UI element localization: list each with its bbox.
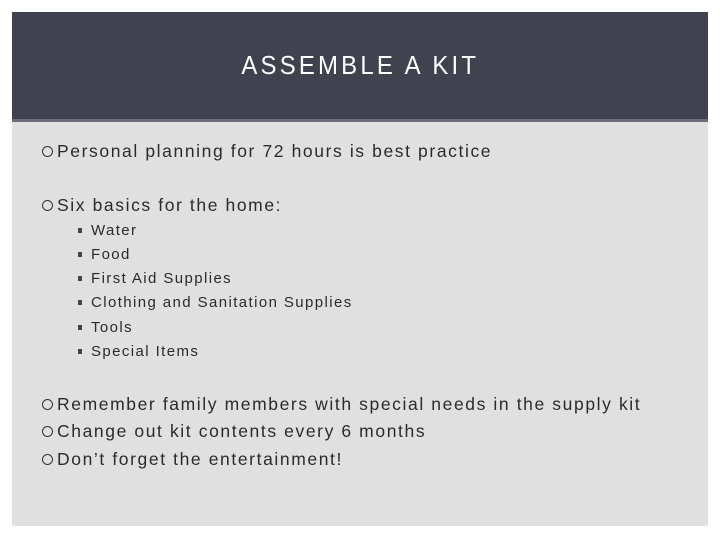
- ring-bullet-icon: [42, 426, 53, 437]
- bullet-item: [42, 394, 641, 415]
- square-bullet-icon: [78, 325, 82, 330]
- bullet-text: Remember family members with special needs in the supply kit: [57, 394, 642, 414]
- square-bullet-icon: [78, 300, 82, 305]
- bullet-text: Six basics for the home:: [57, 195, 283, 215]
- sub-bullet-text: Clothing and Sanitation Supplies: [91, 294, 353, 311]
- ring-bullet-icon: [42, 200, 53, 211]
- ring-bullet-icon: [42, 399, 53, 410]
- bullet-text: Don’t forget the entertainment!: [57, 449, 343, 469]
- ring-bullet-icon: [42, 146, 53, 157]
- sub-bullet-text: Tools: [91, 319, 134, 336]
- bullet-item: [42, 141, 492, 162]
- sub-bullet-item: [78, 343, 199, 360]
- square-bullet-icon: [78, 252, 82, 257]
- bullet-item: [42, 421, 426, 442]
- sub-bullet-text: First Aid Supplies: [91, 270, 233, 287]
- ring-bullet-icon: [42, 454, 53, 465]
- sub-bullet-text: Food: [91, 246, 131, 263]
- sub-bullet-text: Special Items: [91, 343, 200, 360]
- sub-bullet-item: [78, 222, 137, 239]
- square-bullet-icon: [78, 349, 82, 354]
- title-bar: [12, 12, 708, 119]
- sub-bullet-item: [78, 246, 131, 263]
- slide-title: ASSEMBLE A KIT: [241, 50, 479, 80]
- content-area: [12, 122, 708, 526]
- bullet-text: Change out kit contents every 6 months: [57, 421, 427, 441]
- sub-bullet-item: [78, 270, 232, 287]
- square-bullet-icon: [78, 276, 82, 281]
- sub-bullet-item: [78, 319, 133, 336]
- sub-bullet-item: [78, 294, 353, 311]
- bullet-text: Personal planning for 72 hours is best practice: [57, 141, 493, 161]
- square-bullet-icon: [78, 228, 82, 233]
- bullet-item: [42, 195, 282, 216]
- bullet-item: [42, 449, 343, 470]
- sub-bullet-text: Water: [91, 222, 138, 239]
